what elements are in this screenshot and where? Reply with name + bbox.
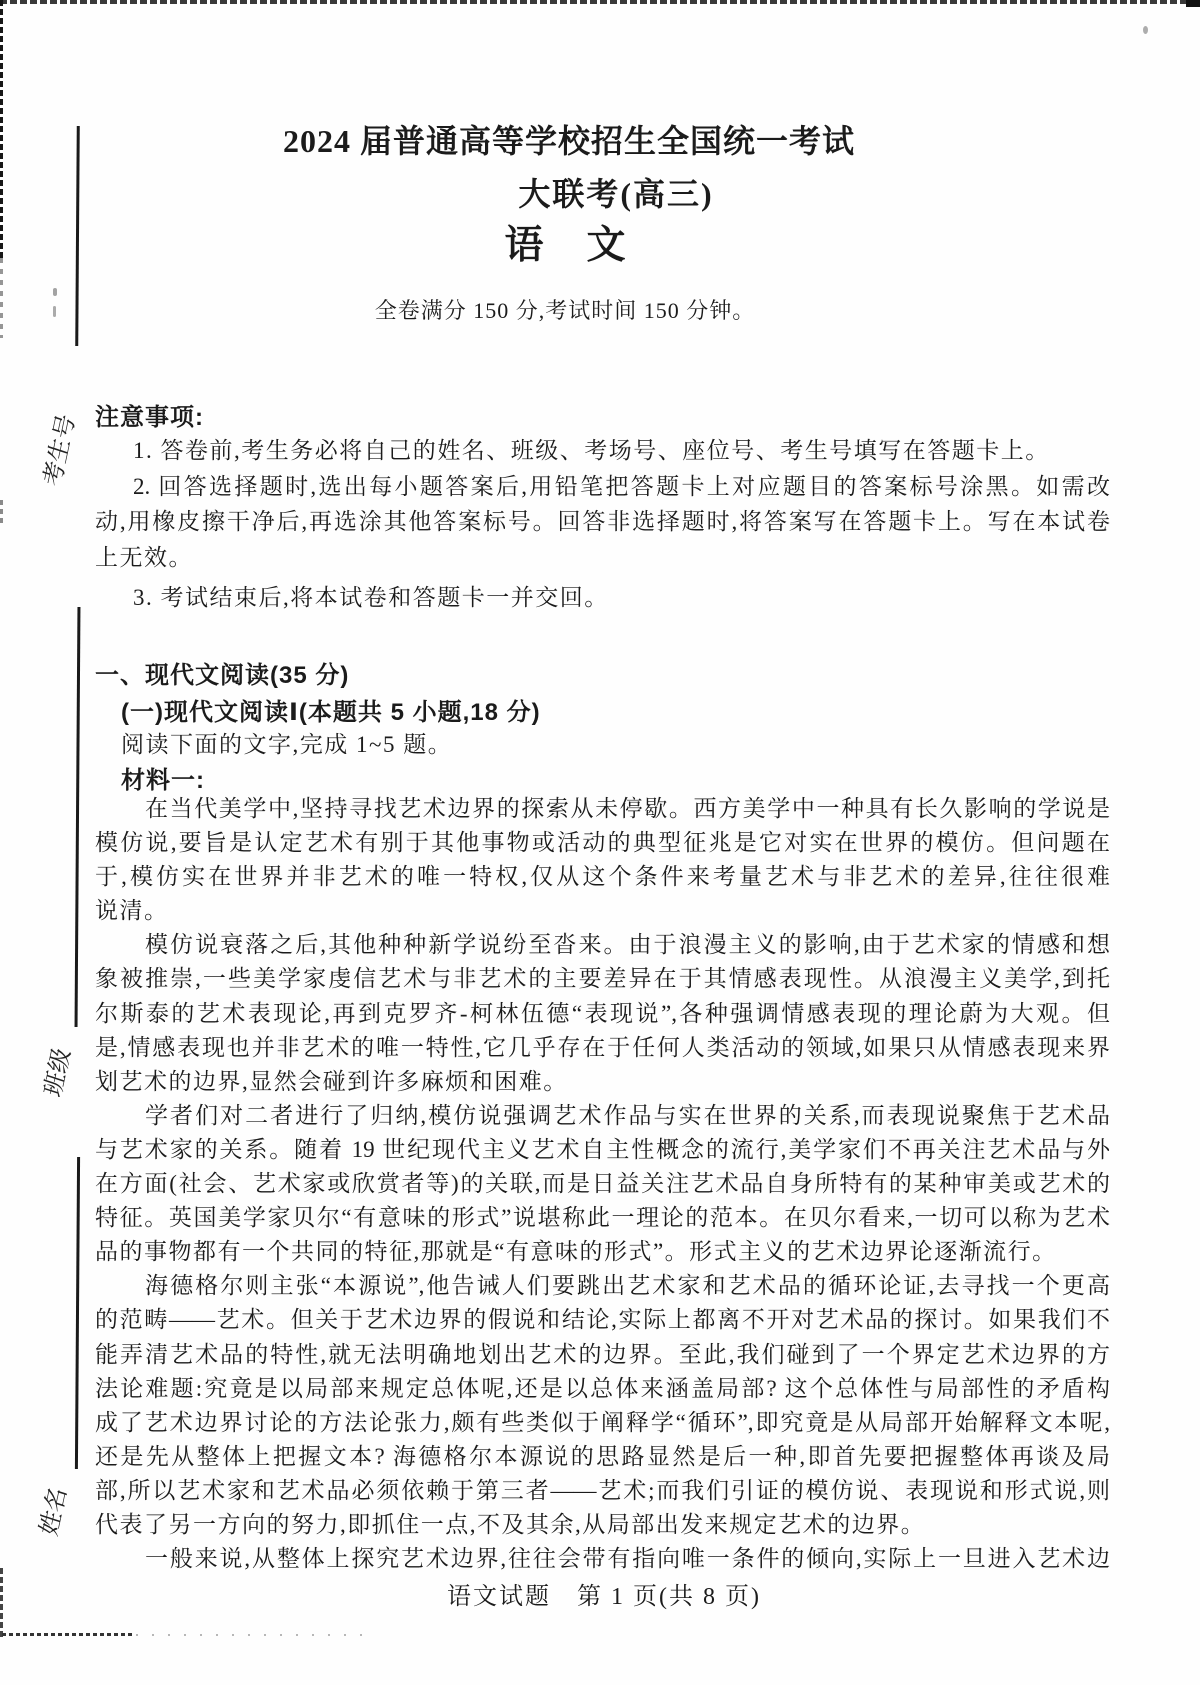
page-footer: 语文试题 第 1 页(共 8 页) xyxy=(447,1584,761,1610)
section-heading: 一、现代文阅读(35 分) xyxy=(95,662,350,689)
material-text-line: 一般来说,从整体上探究艺术边界,往往会带有指向唯一条件的倾向,实际上一旦进入艺术边 xyxy=(145,1546,1110,1572)
scan-dots-artifact xyxy=(2,1633,134,1636)
material-label: 材料一: xyxy=(121,767,205,794)
score-duration-note: 全卷满分 150 分,考试时间 150 分钟。 xyxy=(374,298,756,323)
material-text-line: 说清。 xyxy=(95,898,169,924)
material-text-line: 海德格尔则主张“本源说”,他告诫人们要跳出艺术家和艺术品的循环论证,去寻找一个更高 xyxy=(145,1273,1110,1299)
material-text-line: 模仿说,要旨是认定艺术有别于其他事物或活动的典型征兆是它对实在世界的模仿。但问题在 xyxy=(95,830,1110,856)
notice-line: 上无效。 xyxy=(95,545,193,570)
scan-speck-artifact xyxy=(1143,26,1148,34)
material-text-line: 成了艺术边界讨论的方法论张力,颇有些类似于阐释学“循环”,即究竟是从局部开始解释文本呢, xyxy=(95,1409,1110,1435)
material-text-line: 品的事物都有一个共同的特征,那就是“有意味的形式”。形式主义的艺术边界论逐渐流行。 xyxy=(95,1239,1057,1265)
material-text-line: 代表了另一方向的努力,即抓住一点,不及其余,从局部出发来规定艺术的边界。 xyxy=(95,1511,926,1537)
notice-heading: 注意事项: xyxy=(95,404,204,431)
subject-title: 语 文 xyxy=(504,224,628,267)
material-text-line: 还是先从整体上把握文本? 海德格尔本源说的思路显然是后一种,即首先要把握整体再谈及局 xyxy=(95,1443,1110,1469)
seal-line-rule xyxy=(75,1157,80,1469)
notice-line: 动,用橡皮擦干净后,再选涂其他答案标号。回答非选择题时,将答案写在答题卡上。写在本试卷 xyxy=(95,509,1110,534)
material-text-line: 于,模仿实在世界并非艺术的唯一特权,仅从这个条件来考量艺术与非艺术的差异,往往很难 xyxy=(95,864,1110,890)
material-text-line: 学者们对二者进行了归纳,模仿说强调艺术作品与实在世界的关系,而表现说聚焦于艺术品 xyxy=(145,1102,1110,1128)
notice-line: 2. 回答选择题时,选出每小题答案后,用铅笔把答题卡上对应题目的答案标号涂黑。如需改 xyxy=(133,474,1110,499)
scan-edge-left-artifact xyxy=(0,500,3,524)
exam-title: 2024 届普通高等学校招生全国统一考试 xyxy=(282,123,855,159)
class-label: 班级 xyxy=(40,1045,76,1101)
candidate-number-label: 考生号 xyxy=(40,411,81,490)
material-text-line: 象被推崇,一些美学家虔信艺术与非艺术的主要差异在于其情感表现性。从浪漫主义美学,到托 xyxy=(95,966,1110,992)
exam-subtitle: 大联考(高三) xyxy=(518,176,714,212)
reading-instruction: 阅读下面的文字,完成 1~5 题。 xyxy=(121,732,453,757)
material-text-line: 尔斯泰的艺术表现论,再到克罗齐-柯林伍德“表现说”,各种强调情感表现的理论蔚为大观。但 xyxy=(95,1000,1110,1026)
notice-line: 3. 考试结束后,将本试卷和答题卡一并交回。 xyxy=(133,585,609,610)
scan-edge-top-artifact xyxy=(0,0,1200,4)
material-text-line: 与艺术家的关系。随着 19 世纪现代主义艺术自主性概念的流行,美学家们不再关注艺术品与外 xyxy=(95,1136,1110,1162)
notice-line: 1. 答卷前,考生务必将自己的姓名、班级、考场号、座位号、考生号填写在答题卡上。 xyxy=(133,438,1050,463)
material-text-line: 划艺术的边界,显然会碰到许多麻烦和困难。 xyxy=(95,1068,568,1094)
subsection-heading: (一)现代文阅读Ⅰ(本题共 5 小题,18 分) xyxy=(121,699,541,726)
material-text xyxy=(95,792,1110,1576)
material-text-line: 在方面(社会、艺术家或欣赏者等)的关联,而是日益关注艺术品自身所特有的某种审美或艺术的 xyxy=(95,1171,1110,1197)
material-text-line: 模仿说衰落之后,其他种种新学说纷至沓来。由于浪漫主义的影响,由于艺术家的情感和想 xyxy=(145,932,1110,958)
material-text-line: 在当代美学中,坚持寻找艺术边界的探索从未停歇。西方美学中一种具有长久影响的学说是 xyxy=(145,796,1110,821)
name-label: 姓名 xyxy=(36,1484,72,1540)
scan-corner-artifact xyxy=(1186,0,1200,7)
material-text-line: 能弄清艺术品的特性,就无法明确地划出艺术的边界。至此,我们碰到了一个界定艺术边界的方 xyxy=(95,1341,1110,1367)
material-text-line: 特征。英国美学家贝尔“有意味的形式”说堪称此一理论的范本。在贝尔看来,一切可以称为艺术 xyxy=(95,1205,1110,1231)
scan-dots-artifact xyxy=(136,1634,366,1636)
material-text-line: 部,所以艺术家和艺术品必须依赖于第三者——艺术;而我们引证的模仿说、表现说和形式说,则 xyxy=(95,1477,1110,1503)
material-text-line: 法论难题:究竟是以局部来规定总体呢,还是以总体来涵盖局部? 这个总体性与局部性的矛盾构 xyxy=(95,1375,1110,1401)
material-text-line: 的范畴——艺术。但关于艺术边界的假说和结论,实际上都离不开对艺术品的探讨。如果我们不 xyxy=(95,1307,1110,1333)
material-text-line: 是,情感表现也并非艺术的唯一特性,它几乎存在于任何人类活动的领域,如果只从情感表现来界 xyxy=(95,1034,1110,1060)
seal-line-rule xyxy=(75,607,81,1027)
